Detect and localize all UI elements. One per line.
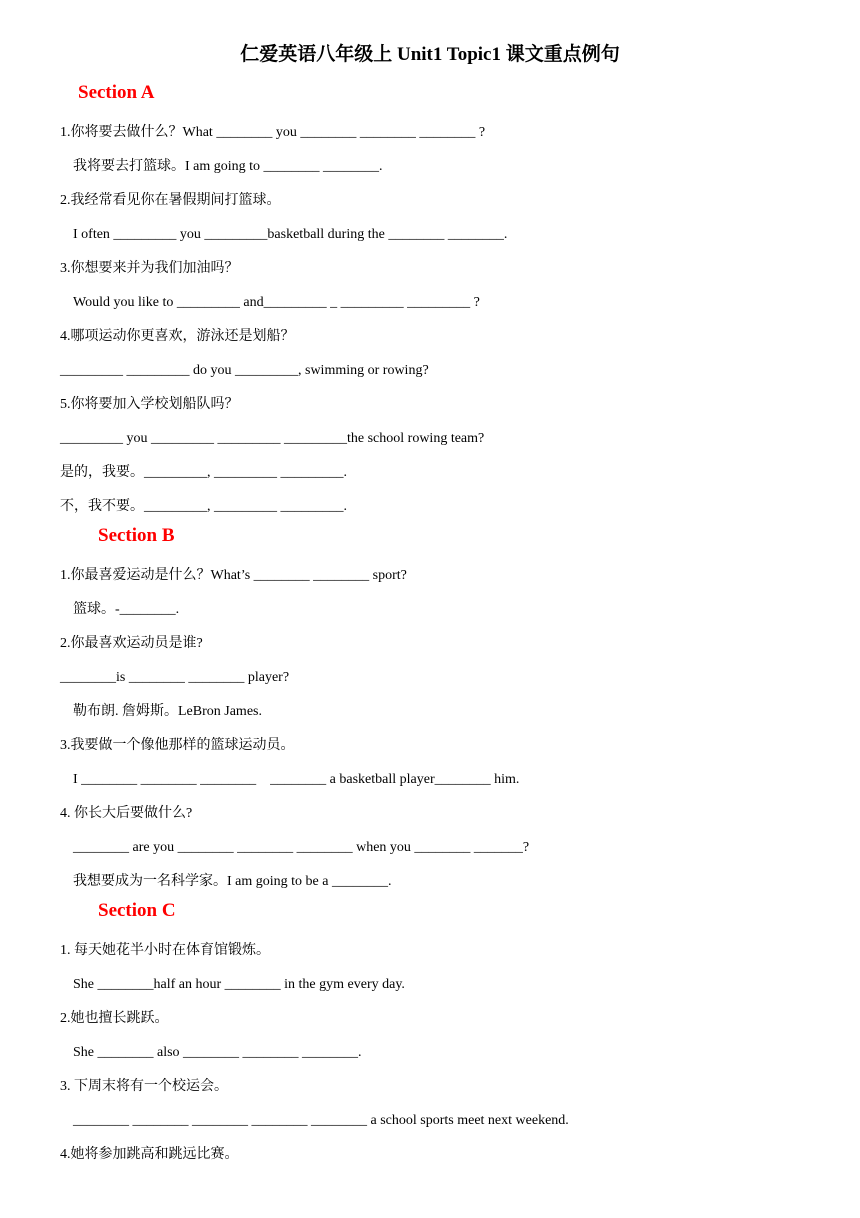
section-a-line-2: 我将要去打篮球。I am going to ________ ________. (73, 159, 383, 174)
section-b-line-5: 勒布朗. 詹姆斯。LeBron James. (73, 704, 262, 719)
section-a-line-3: 2.我经常看见你在暑假期间打篮球。 (60, 193, 281, 208)
section-c-line-1: 1. 每天她花半小时在体育馆锻炼。 (60, 943, 270, 958)
section-c-heading: Section C (98, 900, 176, 921)
section-a-line-10: _________ you _________ _________ _________the school rowing team? (60, 431, 485, 446)
section-a-line-9: 5.你将要加入学校划船队吗？ (60, 397, 239, 412)
section-a-line-1: 1.你将要去做什么？What ________ you ________ ________ ________ ? (60, 125, 486, 140)
section-a-line-6: Would you like to _________ and_________ _ _________ _________ ? (73, 295, 480, 310)
section-c-line-4: She ________ also ________ ________ ________. (73, 1045, 362, 1060)
section-a-line-12: 不，我不要。_________, _________ _________. (60, 499, 347, 514)
section-c-line-7: 4.她将参加跳高和跳远比赛。 (60, 1147, 239, 1162)
section-a-heading: Section A (78, 82, 155, 103)
section-c-line-2: She ________half an hour ________ in the gym every day. (73, 977, 405, 992)
section-a-line-8: _________ _________ do you _________, swimming or rowing? (60, 363, 429, 378)
section-a-line-11: 是的，我要。_________, _________ _________. (60, 465, 347, 480)
section-b-line-9: ________ are you ________ ________ ________ when you ________ _______? (73, 840, 530, 855)
section-c-line-6: ________ ________ ________ ________ ________ a school sports meet next weekend. (73, 1113, 569, 1128)
section-b-line-8: 4. 你长大后要做什么? (60, 806, 193, 821)
section-a-line-4: I often _________ you _________basketball during the ________ ________. (73, 227, 508, 242)
section-b-line-4: ________is ________ ________ player? (60, 670, 290, 685)
section-a-line-7: 4.哪项运动你更喜欢，游泳还是划船？ (60, 329, 295, 344)
section-b-heading: Section B (98, 525, 175, 546)
page-title: 仁爱英语八年级上 Unit1 Topic1 课文重点例句 (240, 44, 620, 65)
section-b-line-10: 我想要成为一名科学家。I am going to be a ________. (73, 874, 392, 889)
section-b-line-1: 1.你最喜爱运动是什么？What’s ________ ________ sport? (60, 568, 407, 583)
section-b-line-2: 篮球。-________. (73, 602, 180, 617)
section-c-line-3: 2.她也擅长跳跃。 (60, 1011, 169, 1026)
section-a-line-5: 3.你想要来并为我们加油吗？ (60, 261, 239, 276)
section-b-line-6: 3.我要做一个像他那样的篮球运动员。 (60, 738, 295, 753)
section-b-line-7: I ________ ________ ________ ________ a basketball player________ him. (73, 772, 520, 787)
section-b-line-3: 2.你最喜欢运动员是谁? (60, 636, 203, 651)
section-c-line-5: 3. 下周末将有一个校运会。 (60, 1079, 228, 1094)
